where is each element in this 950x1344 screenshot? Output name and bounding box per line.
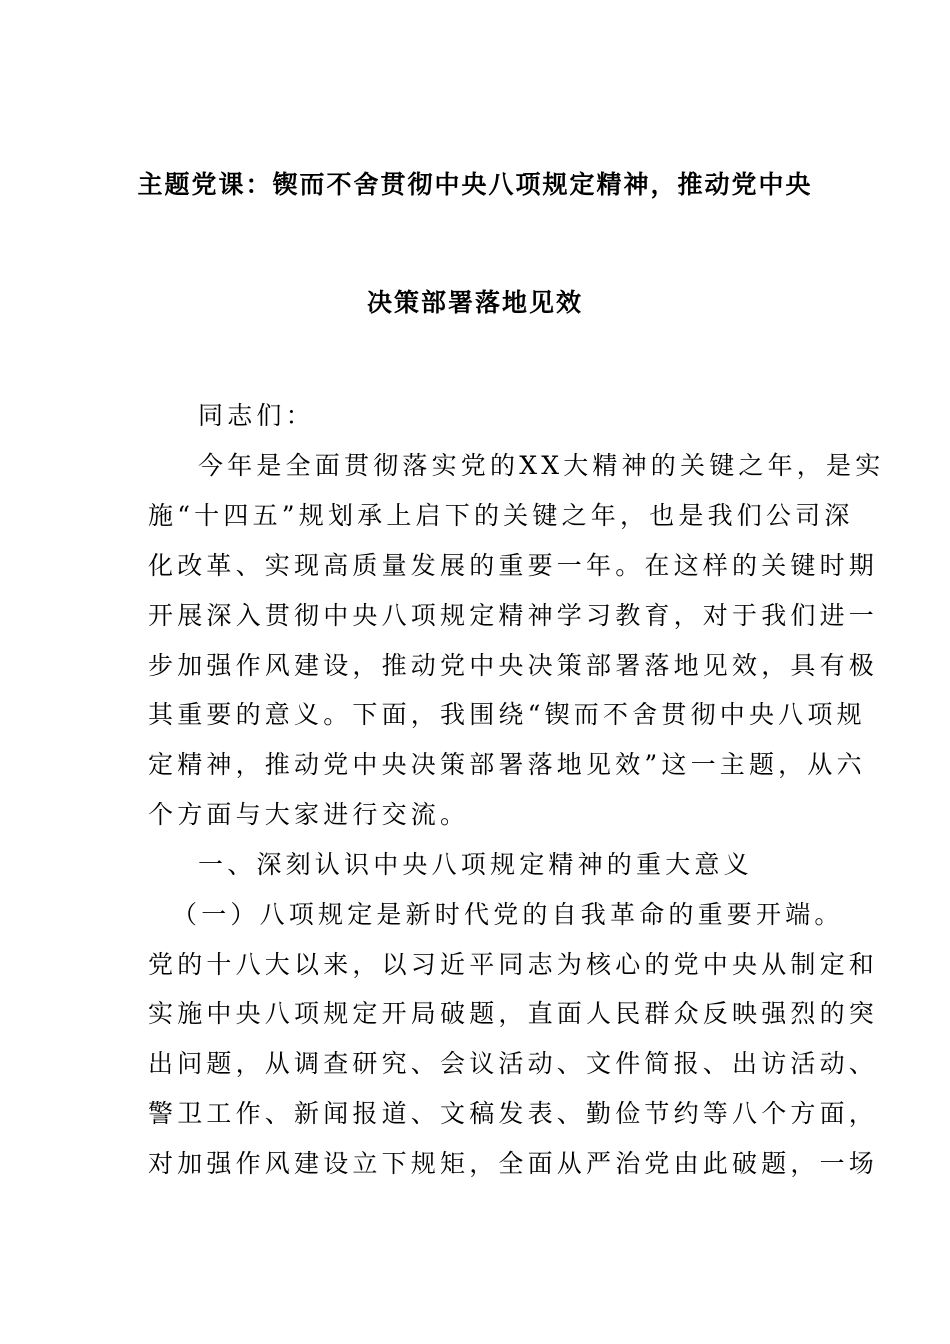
document-title-line-1: 主题党课：锲而不舍贯彻中央八项规定精神，推动党中央	[137, 170, 813, 199]
section-heading: 一、深刻认识中央八项规定精神的重大意义	[198, 850, 753, 879]
paragraph-line: （一）八项规定是新时代党的自我革命的重要开端。	[172, 900, 844, 929]
paragraph-line: 对加强作风建设立下规矩，全面从严治党由此破题，一场	[148, 1149, 879, 1178]
paragraph-line: 党的十八大以来，以习近平同志为核心的党中央从制定和	[148, 950, 879, 979]
paragraph-line: 警卫工作、新闻报道、文稿发表、勤俭节约等八个方面，	[148, 1099, 879, 1128]
paragraph-line: 定精神，推动党中央决策部署落地见效”这一主题，从六	[148, 750, 866, 779]
paragraph-line: 个方面与大家进行交流。	[148, 800, 470, 829]
paragraph-line: 实施中央八项规定开局破题，直面人民群众反映强烈的突	[148, 999, 879, 1028]
paragraph-line: 施“十四五”规划承上启下的关键之年，也是我们公司深	[148, 501, 854, 530]
document-title-line-2: 决策部署落地见效	[366, 288, 583, 317]
paragraph-line: 开展深入贯彻中央八项规定精神学习教育，对于我们进一	[148, 601, 879, 630]
paragraph-line: 今年是全面贯彻落实党的XX大精神的关键之年，是实	[198, 451, 885, 480]
paragraph-line: 步加强作风建设，推动党中央决策部署落地见效，具有极	[148, 651, 879, 680]
paragraph-line: 其重要的意义。下面，我围绕“锲而不舍贯彻中央八项规	[148, 700, 866, 729]
paragraph-line: 出问题，从调查研究、会议活动、文件简报、出访活动、	[148, 1049, 879, 1078]
paragraph-line: 化改革、实现高质量发展的重要一年。在这样的关键时期	[148, 551, 879, 580]
salutation: 同志们：	[198, 401, 315, 430]
